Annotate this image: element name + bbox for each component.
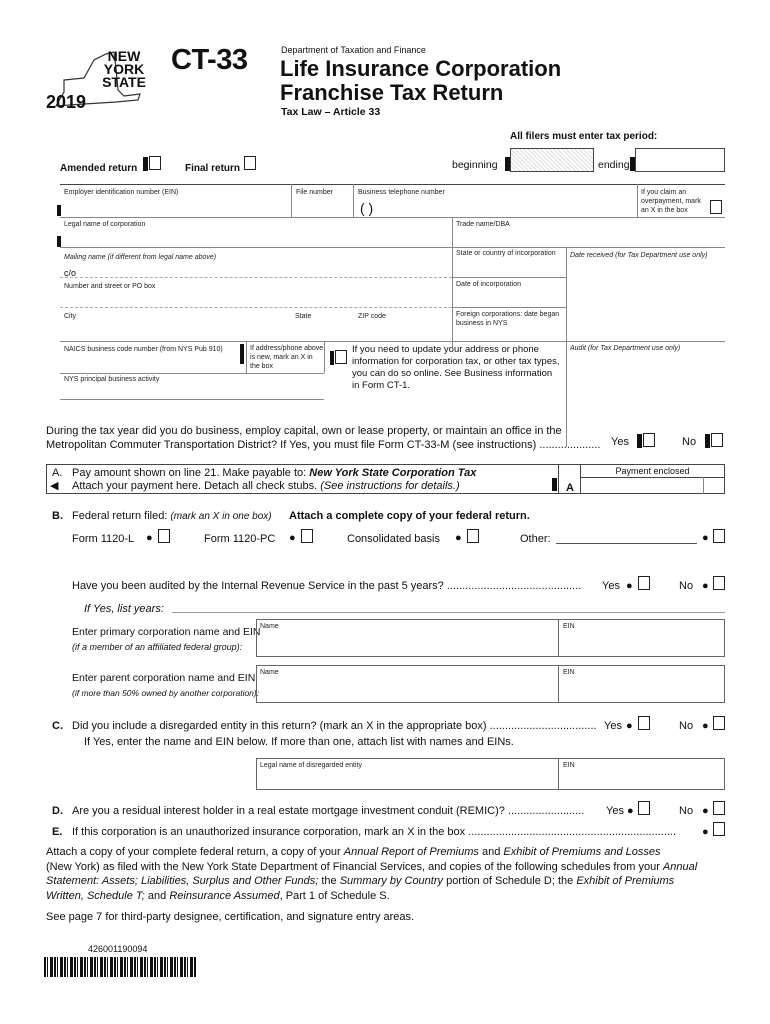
disregarded-entity-question: Did you include a disregarded entity in this return? (mark an X in the appropriate box) ................................... bbox=[72, 720, 597, 732]
disregarded-instructions: If Yes, enter the name and EIN below. If more than one, attach list with names and EINs. bbox=[84, 736, 514, 748]
mark-one-note: (mark an X in one box) bbox=[170, 511, 272, 522]
form-title bbox=[280, 57, 561, 105]
grid-line bbox=[637, 184, 638, 217]
naics-label: NAICS business code number (from NYS Pub 910) bbox=[64, 346, 223, 353]
final-return-label: Final return bbox=[185, 163, 241, 174]
mctd-yes-label: Yes bbox=[611, 436, 629, 448]
instruction-line bbox=[46, 845, 746, 860]
instruction-text: Written, Schedule T; bbox=[46, 889, 145, 902]
mctd-no-checkbox[interactable] bbox=[711, 433, 723, 447]
logo-line: YORK bbox=[103, 61, 145, 77]
name-label: Name bbox=[260, 623, 279, 630]
section-a-text bbox=[72, 467, 476, 493]
trade-name-label: Trade name/DBA bbox=[456, 221, 510, 228]
other-label: Other: bbox=[520, 533, 551, 545]
grid-line bbox=[291, 184, 292, 217]
section-a-letter: A. bbox=[52, 467, 63, 479]
phone-input[interactable]: ( ) bbox=[360, 200, 374, 216]
grid-line bbox=[60, 373, 324, 374]
mctd-yes-checkbox[interactable] bbox=[643, 433, 655, 447]
overpayment-checkbox[interactable] bbox=[710, 200, 722, 214]
bullet-icon: ● bbox=[702, 532, 709, 544]
entry-marker bbox=[637, 434, 642, 448]
city-label: City bbox=[64, 313, 77, 320]
logo-line: STATE bbox=[102, 74, 146, 90]
other-checkbox[interactable] bbox=[713, 529, 725, 543]
bullet-icon: ● bbox=[702, 720, 709, 732]
instruction-text: , Part 1 of Schedule S. bbox=[279, 889, 390, 902]
audit-no-checkbox[interactable] bbox=[713, 576, 725, 590]
grid-line bbox=[703, 477, 704, 494]
tax-law: Tax Law – Article 33 bbox=[281, 106, 381, 118]
mailing-name-label: Mailing name (if different from legal name above) bbox=[64, 254, 217, 261]
mctd-question bbox=[46, 424, 600, 452]
bullet-icon: ● bbox=[702, 805, 709, 817]
state-incorporation-label: State or country of incorporation bbox=[456, 250, 556, 257]
instruction-text: Attach a copy of your complete federal return, a copy of your bbox=[46, 846, 344, 858]
instruction-text: and bbox=[144, 889, 170, 902]
audit-yes-checkbox[interactable] bbox=[638, 576, 650, 590]
section-a-line2 bbox=[72, 480, 476, 493]
grid-line bbox=[558, 619, 559, 657]
ein-label: EIN bbox=[563, 623, 575, 630]
amended-return-label: Amended return bbox=[60, 163, 138, 174]
ein-label: Employer identification number (EIN) bbox=[64, 189, 179, 196]
section-b-letter: B. bbox=[52, 510, 63, 522]
date-received-label: Date received (for Tax Department use only) bbox=[570, 252, 708, 259]
instruction-text: Annual bbox=[662, 860, 698, 873]
audit-no-label: No bbox=[679, 580, 694, 592]
grid-line bbox=[558, 758, 559, 790]
grid-line bbox=[246, 341, 247, 373]
primary-corp-label: Enter primary corporation name and EIN bbox=[72, 626, 261, 638]
disregarded-yes-label: Yes bbox=[604, 720, 622, 732]
period-ending-input[interactable] bbox=[635, 148, 725, 172]
section-e-letter: E. bbox=[52, 826, 63, 838]
bullet-icon: ● bbox=[146, 532, 153, 544]
final-return-checkbox[interactable] bbox=[244, 156, 256, 170]
address-new-checkbox[interactable] bbox=[335, 350, 347, 364]
instruction-text: Summary by Country bbox=[339, 875, 444, 887]
section-a-instruction: Attach your payment here. Detach all check stubs. bbox=[72, 480, 321, 492]
form-1120l-label: Form 1120-L bbox=[72, 533, 135, 545]
period-beginning-label: beginning bbox=[452, 159, 498, 171]
section-a-note: (See instructions for details.) bbox=[320, 480, 460, 492]
entry-marker bbox=[330, 351, 334, 365]
state-label: State bbox=[295, 313, 312, 320]
federal-return-label: Federal return filed: bbox=[72, 510, 168, 522]
bullet-icon: ● bbox=[626, 580, 633, 592]
consolidated-label: Consolidated basis bbox=[347, 533, 440, 545]
instruction-line bbox=[46, 889, 746, 904]
period-beginning-input[interactable] bbox=[510, 148, 594, 172]
grid-line bbox=[60, 399, 324, 400]
file-number-label: File number bbox=[296, 189, 333, 196]
arrow-left-icon: ◀ bbox=[50, 480, 59, 492]
date-incorporation-label: Date of incorporation bbox=[456, 281, 521, 288]
unauthorized-question: If this corporation is an unauthorized insurance corporation, mark an X in the box .................................................................... bbox=[72, 826, 677, 838]
foreign-corp-label: Foreign corporations: date began business in NYS bbox=[456, 311, 560, 327]
title-line: Franchise Tax Return bbox=[280, 80, 504, 105]
logo-text bbox=[100, 50, 148, 89]
mctd-line: During the tax year did you do business, employ capital, own or lease property, or maintain an office in the bbox=[46, 425, 562, 437]
amended-return-checkbox[interactable] bbox=[149, 156, 161, 170]
grid-line bbox=[60, 307, 452, 308]
section-c-letter: C. bbox=[52, 720, 63, 732]
instruction-line bbox=[46, 874, 746, 889]
entry-marker bbox=[705, 434, 710, 448]
section-a-line1 bbox=[72, 467, 476, 480]
primary-corp-input[interactable] bbox=[256, 619, 725, 657]
instruction-text: Statement: Assets; Liabilities, Surplus and Other Funds; bbox=[46, 875, 319, 887]
entry-marker bbox=[552, 478, 557, 491]
grid-line bbox=[324, 341, 325, 373]
parent-corp-note: (if more than 50% owned by another corporation): bbox=[72, 688, 260, 698]
grid-line bbox=[60, 277, 452, 278]
attachment-instructions bbox=[46, 845, 746, 903]
phone-label: Business telephone number bbox=[358, 189, 445, 196]
address-new-label: If address/phone above is new, mark an X in the box bbox=[250, 345, 324, 370]
instruction-text: Reinsurance Assumed bbox=[169, 889, 280, 902]
barcode-number: 426001190094 bbox=[88, 944, 148, 954]
instruction-text: portion of Schedule D; the bbox=[443, 875, 577, 887]
entry-marker bbox=[57, 205, 61, 216]
list-years-label: If Yes, list years: bbox=[84, 603, 164, 615]
consolidated-checkbox[interactable] bbox=[467, 529, 479, 543]
disregarded-no-label: No bbox=[679, 720, 694, 732]
ein-label: EIN bbox=[563, 762, 575, 769]
disregarded-yes-checkbox[interactable] bbox=[638, 716, 650, 730]
audit-label: Audit (for Tax Department use only) bbox=[570, 345, 681, 352]
instruction-text: Exhibit of Premiums bbox=[576, 875, 675, 887]
section-d-letter: D. bbox=[52, 805, 63, 817]
logo-line: NEW bbox=[107, 48, 141, 64]
legal-name-input[interactable] bbox=[60, 217, 452, 247]
grid-line bbox=[566, 247, 567, 447]
bullet-icon: ● bbox=[626, 720, 633, 732]
remic-question: Are you a residual interest holder in a real estate mortgage investment conduit (REMIC)? ......................... bbox=[72, 805, 585, 817]
entry-marker bbox=[240, 344, 244, 364]
bullet-icon: ● bbox=[702, 826, 709, 838]
payment-enclosed-label: Payment enclosed bbox=[615, 466, 690, 476]
mctd-no-label: No bbox=[682, 436, 697, 448]
see-page-note: See page 7 for third-party designee, certification, and signature entry areas. bbox=[46, 911, 415, 923]
list-years-input[interactable] bbox=[172, 612, 725, 613]
grid-line bbox=[452, 277, 566, 278]
nys-activity-label: NYS principal business activity bbox=[64, 376, 160, 383]
title-line: Life Insurance Corporation bbox=[280, 56, 562, 81]
grid-line bbox=[353, 184, 354, 217]
bullet-icon: ● bbox=[702, 580, 709, 592]
instruction-text: the bbox=[318, 875, 340, 887]
attach-federal-note: Attach a complete copy of your federal return. bbox=[289, 510, 530, 522]
legal-name-label: Legal name of corporation bbox=[64, 221, 146, 228]
grid-line bbox=[60, 247, 725, 248]
all-filers-note: All filers must enter tax period: bbox=[510, 131, 658, 142]
grid-line bbox=[558, 665, 559, 703]
grid-line bbox=[558, 464, 559, 494]
department-name: Department of Taxation and Finance bbox=[281, 45, 426, 55]
grid-line bbox=[452, 307, 566, 308]
overpayment-label: If you claim an overpayment, mark an X in the box bbox=[641, 189, 701, 214]
entry-marker bbox=[57, 236, 61, 247]
ein-label: EIN bbox=[563, 669, 575, 676]
other-input[interactable] bbox=[556, 543, 697, 544]
disregarded-no-checkbox[interactable] bbox=[713, 716, 725, 730]
parent-corp-label: Enter parent corporation name and EIN bbox=[72, 672, 256, 684]
form-1120pc-checkbox[interactable] bbox=[301, 529, 313, 543]
bullet-icon: ● bbox=[455, 532, 462, 544]
care-of-label: c/o bbox=[64, 268, 77, 278]
form-year: 2019 bbox=[46, 92, 87, 112]
nys-logo bbox=[44, 40, 154, 116]
payee-name: New York State Corporation Tax bbox=[309, 467, 477, 479]
bullet-icon: ● bbox=[627, 805, 634, 817]
grid-line bbox=[452, 217, 453, 347]
parent-corp-input[interactable] bbox=[256, 665, 725, 703]
grid-line bbox=[60, 341, 725, 342]
audit-yes-label: Yes bbox=[602, 580, 620, 592]
update-info-note: If you need to update your address or phone information for corporation tax, or other tax types, you can do so online. See Business information in Form CT-1. bbox=[352, 344, 560, 391]
form-number: CT-33 bbox=[171, 44, 248, 76]
entity-name-label: Legal name of disregarded entity bbox=[260, 762, 362, 769]
box-a-letter: A bbox=[566, 482, 574, 494]
instruction-text: and bbox=[478, 846, 504, 858]
mctd-line: Metropolitan Commuter Transportation District? If Yes, you must file Form CT-33-M (see instructions) .................... bbox=[46, 439, 601, 451]
form-1120pc-label: Form 1120-PC bbox=[204, 533, 276, 545]
entry-marker bbox=[143, 157, 148, 171]
unauthorized-checkbox[interactable] bbox=[713, 822, 725, 836]
primary-corp-note: (if a member of an affiliated federal group): bbox=[72, 642, 243, 652]
period-ending-label: ending bbox=[598, 159, 630, 171]
remic-no-label: No bbox=[679, 805, 694, 817]
remic-yes-label: Yes bbox=[606, 805, 624, 817]
name-label: Name bbox=[260, 669, 279, 676]
form-1120l-checkbox[interactable] bbox=[158, 529, 170, 543]
bullet-icon: ● bbox=[289, 532, 296, 544]
instruction-text: Exhibit of Premiums and Losses bbox=[503, 846, 661, 858]
instruction-line bbox=[46, 860, 746, 875]
street-label: Number and street or PO box bbox=[64, 283, 156, 290]
instruction-text: (New York) as filed with the New York State Department of Financial Services, and copies of the following schedules from your bbox=[46, 860, 663, 873]
remic-no-checkbox[interactable] bbox=[713, 801, 725, 815]
section-a-instruction: Pay amount shown on line 21. Make payable to: bbox=[72, 467, 310, 479]
remic-yes-checkbox[interactable] bbox=[638, 801, 650, 815]
instruction-text: Annual Report of Premiums bbox=[343, 846, 479, 858]
section-b-label bbox=[72, 510, 272, 522]
ein-input[interactable] bbox=[60, 184, 291, 217]
zip-label: ZIP code bbox=[358, 313, 386, 320]
irs-audit-question: Have you been audited by the Internal Revenue Service in the past 5 years? ............................................ bbox=[72, 580, 582, 592]
barcode bbox=[44, 957, 196, 977]
